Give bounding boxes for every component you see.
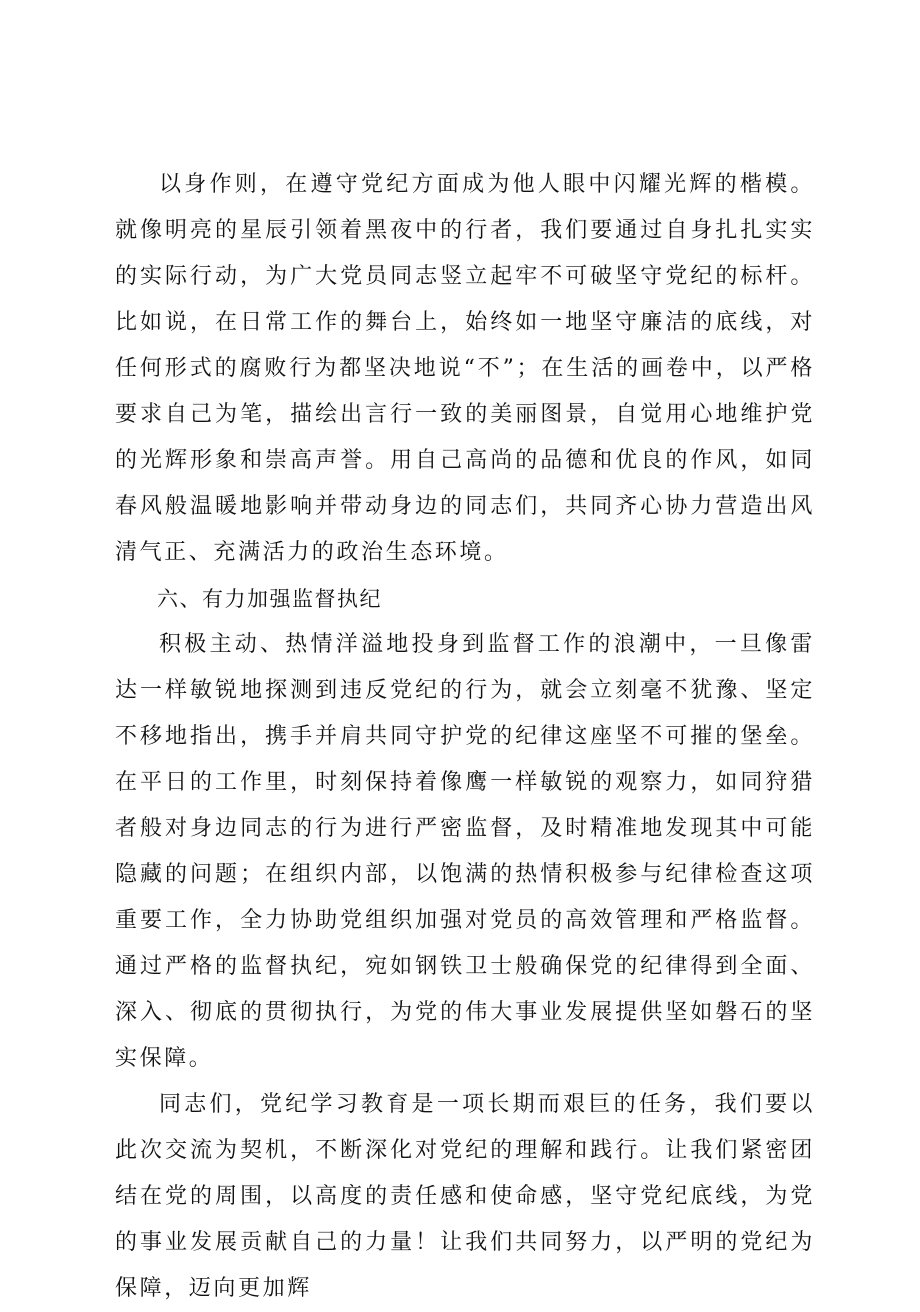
paragraph-closing: 同志们，党纪学习教育是一项长期而艰巨的任务，我们要以此次交流为契机，不断深化对党纪的理解和践行。让我们紧密团结在党的周围，以高度的责任感和使命感，坚守党纪底线，为党的事业发展贡献自己的力量！让我们共同努力，以严明的党纪为保障，迈向更加辉 bbox=[115, 1092, 815, 1301]
document-body bbox=[115, 162, 815, 1312]
paragraph-lead-by-example: 以身作则，在遵守党纪方面成为他人眼中闪耀光辉的楷模。就像明亮的星辰引领着黑夜中的行者，我们要通过自身扎扎实实的实际行动，为广大党员同志竖立起牢不可破坚守党纪的标杆。比如说，在日常工作的舞台上，始终如一地坚守廉洁的底线，对任何形式的腐败行为都坚决地说“不”；在生活的画卷中，以严格要求自己为笔，描绘出言行一致的美丽图景，自觉用心地维护党的光辉形象和崇高声誉。用自己高尚的品德和优良的作风，如同春风般温暖地影响并带动身边的同志们，共同齐心协力营造出风清气正、充满活力的政治生态环境。 bbox=[115, 172, 815, 565]
section-heading: 六、有力加强监督执纪 bbox=[157, 587, 382, 611]
paragraph-supervision: 积极主动、热情洋溢地投身到监督工作的浪潮中，一旦像雷达一样敏锐地探测到违反党纪的行为，就会立刻毫不犹豫、坚定不移地指出，携手并肩共同守护党的纪律这座坚不可摧的堡垒。在平日的工作里，时刻保持着像鹰一样敏锐的观察力，如同狩猎者般对身边同志的行为进行严密监督，及时精准地发现其中可能隐藏的问题；在组织内部，以饱满的热情积极参与纪律检查这项重要工作，全力协助党组织加强对党员的高效管理和严格监督。通过严格的监督执纪，宛如钢铁卫士般确保党的纪律得到全面、深入、彻底的贯彻执行，为党的伟大事业发展提供坚如磐石的坚实保障。 bbox=[115, 632, 815, 1071]
